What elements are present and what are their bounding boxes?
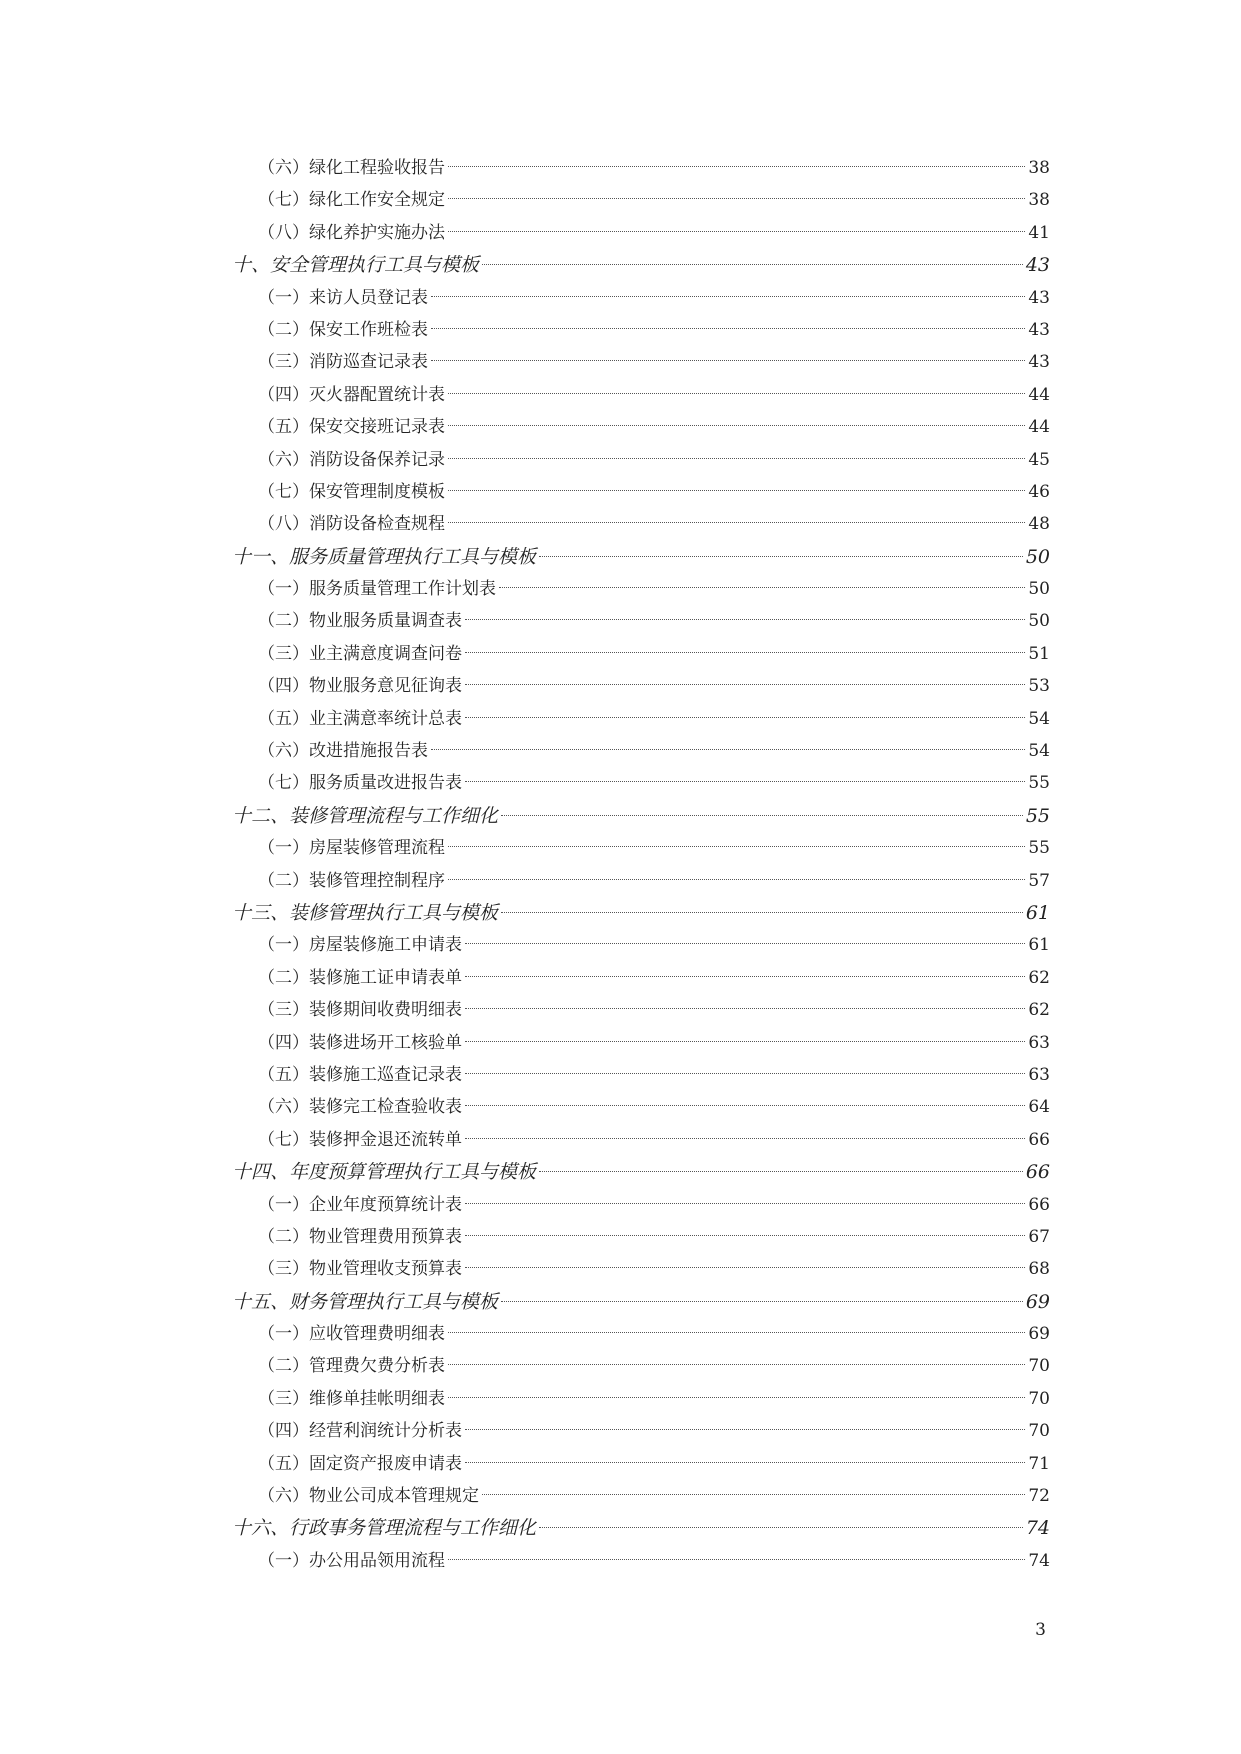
toc-entry-title: （七）保安管理制度模板 — [258, 481, 445, 502]
dot-leader — [465, 1267, 1025, 1268]
toc-section-entry[interactable] — [232, 184, 1050, 216]
toc-entry-title: （七）绿化工作安全规定 — [258, 190, 445, 211]
toc-entry-title: （二）装修施工证申请表单 — [258, 967, 462, 988]
dot-leader — [431, 328, 1025, 329]
toc-entry-title: （四）经营利润统计分析表 — [258, 1421, 462, 1442]
toc-section-entry[interactable] — [232, 1124, 1050, 1156]
toc-entry-page: 43 — [1028, 352, 1050, 373]
toc-entry-page: 68 — [1028, 1259, 1050, 1280]
toc-chapter-entry[interactable] — [232, 1512, 1050, 1544]
toc-entry-title: （一）应收管理费明细表 — [258, 1324, 445, 1345]
dot-leader — [465, 619, 1025, 620]
toc-entry-page: 50 — [1028, 579, 1050, 600]
toc-section-entry[interactable] — [232, 314, 1050, 346]
dot-leader — [448, 1332, 1025, 1333]
dot-leader — [448, 1559, 1025, 1560]
toc-section-entry[interactable] — [232, 1318, 1050, 1350]
dot-leader — [448, 425, 1025, 426]
dot-leader — [448, 1397, 1025, 1398]
dot-leader — [448, 393, 1025, 394]
toc-entry-page: 48 — [1028, 514, 1050, 535]
toc-entry-page: 72 — [1028, 1486, 1050, 1507]
dot-leader — [448, 166, 1025, 167]
toc-entry-title: （一）房屋装修施工申请表 — [258, 935, 462, 956]
toc-entry-page: 61 — [1025, 901, 1050, 924]
dot-leader — [448, 458, 1025, 459]
toc-entry-title: （六）装修完工检查验收表 — [258, 1097, 462, 1118]
toc-entry-title: 十四、年度预算管理执行工具与模板 — [232, 1161, 537, 1184]
toc-section-entry[interactable] — [232, 1027, 1050, 1059]
toc-entry-title: 十五、财务管理执行工具与模板 — [232, 1290, 499, 1313]
toc-entry-page: 63 — [1028, 1064, 1050, 1085]
toc-entry-title: 十、安全管理执行工具与模板 — [232, 254, 480, 277]
toc-entry-title: （二）管理费欠费分析表 — [258, 1356, 445, 1377]
dot-leader — [539, 1171, 1023, 1172]
toc-entry-title: （三）装修期间收费明细表 — [258, 1000, 462, 1021]
dot-leader — [465, 1235, 1025, 1236]
toc-entry-page: 38 — [1028, 190, 1050, 211]
dot-leader — [465, 781, 1025, 782]
toc-entry-page: 74 — [1025, 1517, 1050, 1540]
dot-leader — [465, 1041, 1025, 1042]
toc-entry-title: （三）消防巡查记录表 — [258, 352, 428, 373]
dot-leader — [448, 198, 1025, 199]
toc-entry-title: （六）消防设备保养记录 — [258, 449, 445, 470]
toc-entry-title: （一）服务质量管理工作计划表 — [258, 579, 496, 600]
dot-leader — [448, 522, 1025, 523]
dot-leader — [431, 296, 1025, 297]
dot-leader — [465, 1138, 1025, 1139]
toc-entry-page: 69 — [1028, 1324, 1050, 1345]
dot-leader — [448, 490, 1025, 491]
dot-leader — [448, 231, 1025, 232]
page-number: 3 — [1035, 1620, 1046, 1640]
toc-entry-page: 74 — [1028, 1550, 1050, 1571]
toc-entry-page: 67 — [1028, 1226, 1050, 1247]
toc-entry-page: 53 — [1028, 676, 1050, 697]
toc-entry-title: （五）保安交接班记录表 — [258, 417, 445, 438]
toc-section-entry[interactable] — [232, 152, 1050, 184]
toc-entry-page: 38 — [1028, 158, 1050, 178]
toc-chapter-entry[interactable] — [232, 1156, 1050, 1188]
dot-leader — [465, 1462, 1025, 1463]
dot-leader — [465, 976, 1025, 977]
toc-entry-page: 66 — [1028, 1194, 1050, 1215]
toc-chapter-entry[interactable] — [232, 897, 1050, 929]
dot-leader — [448, 1364, 1025, 1365]
toc-entry-page: 55 — [1028, 773, 1050, 794]
toc-entry-page: 57 — [1028, 870, 1050, 891]
toc-section-entry[interactable] — [232, 638, 1050, 670]
dot-leader — [482, 264, 1023, 265]
toc-entry-title: （五）业主满意率统计总表 — [258, 708, 462, 729]
toc-entry-title: （六）绿化工程验收报告 — [258, 158, 445, 178]
dot-leader — [431, 360, 1025, 361]
toc-entry-page: 43 — [1028, 319, 1050, 340]
toc-entry-page: 44 — [1028, 384, 1050, 405]
toc-entry-page: 66 — [1025, 1161, 1050, 1184]
toc-section-entry[interactable] — [232, 865, 1050, 897]
toc-entry-page: 44 — [1028, 417, 1050, 438]
toc-section-entry[interactable] — [232, 1091, 1050, 1123]
toc-entry-page: 45 — [1028, 449, 1050, 470]
toc-section-entry[interactable] — [232, 282, 1050, 314]
toc-section-entry[interactable] — [232, 217, 1050, 249]
dot-leader — [465, 1429, 1025, 1430]
toc-section-entry[interactable] — [232, 832, 1050, 864]
toc-entry-page: 50 — [1028, 611, 1050, 632]
toc-section-entry[interactable] — [232, 476, 1050, 508]
toc-entry-title: （四）灭火器配置统计表 — [258, 384, 445, 405]
toc-entry-title: （五）装修施工巡查记录表 — [258, 1064, 462, 1085]
toc-entry-page: 43 — [1025, 254, 1050, 277]
toc-entry-title: （六）物业公司成本管理规定 — [258, 1486, 479, 1507]
toc-entry-title: （四）装修进场开工核验单 — [258, 1032, 462, 1053]
dot-leader — [465, 1073, 1025, 1074]
toc-section-entry[interactable] — [232, 1383, 1050, 1415]
toc-entry-title: （一）来访人员登记表 — [258, 287, 428, 308]
toc-section-entry[interactable] — [232, 1545, 1050, 1577]
toc-entry-title: （四）物业服务意见征询表 — [258, 676, 462, 697]
toc-section-entry[interactable] — [232, 929, 1050, 961]
dot-leader — [501, 1301, 1023, 1302]
toc-entry-title: （七）装修押金退还流转单 — [258, 1129, 462, 1150]
toc-section-entry[interactable] — [232, 1221, 1050, 1253]
toc-entry-page: 63 — [1028, 1032, 1050, 1053]
toc-chapter-entry[interactable] — [232, 800, 1050, 832]
toc-entry-title: （二）物业管理费用预算表 — [258, 1226, 462, 1247]
toc-section-entry[interactable] — [232, 767, 1050, 799]
toc-section-entry[interactable] — [232, 962, 1050, 994]
toc-section-entry[interactable] — [232, 735, 1050, 767]
toc-section-entry[interactable] — [232, 605, 1050, 637]
toc-entry-page: 71 — [1028, 1453, 1050, 1474]
toc-entry-page: 70 — [1028, 1421, 1050, 1442]
toc-entry-page: 50 — [1025, 545, 1050, 568]
toc-entry-title: （三）物业管理收支预算表 — [258, 1259, 462, 1280]
toc-section-entry[interactable] — [232, 1448, 1050, 1480]
toc-entry-title: 十二、装修管理流程与工作细化 — [232, 804, 499, 827]
toc-entry-title: （八）消防设备检查规程 — [258, 514, 445, 535]
toc-section-entry[interactable] — [232, 670, 1050, 702]
dot-leader — [501, 912, 1023, 913]
dot-leader — [539, 1527, 1023, 1528]
toc-entry-title: （六）改进措施报告表 — [258, 741, 428, 762]
toc-section-entry[interactable] — [232, 994, 1050, 1026]
toc-entry-title: （八）绿化养护实施办法 — [258, 222, 445, 243]
toc-section-entry[interactable] — [232, 411, 1050, 443]
dot-leader — [431, 749, 1025, 750]
toc-entry-page: 62 — [1028, 967, 1050, 988]
toc-entry-page: 43 — [1028, 287, 1050, 308]
toc-section-entry[interactable] — [232, 1415, 1050, 1447]
dot-leader — [465, 684, 1025, 685]
toc-entry-page: 64 — [1028, 1097, 1050, 1118]
toc-section-entry[interactable] — [232, 1480, 1050, 1512]
toc-entry-title: （一）房屋装修管理流程 — [258, 838, 445, 859]
toc-section-entry[interactable] — [232, 379, 1050, 411]
toc-section-entry[interactable] — [232, 573, 1050, 605]
toc-entry-title: 十六、行政事务管理流程与工作细化 — [232, 1517, 537, 1540]
dot-leader — [465, 1105, 1025, 1106]
dot-leader — [448, 879, 1025, 880]
toc-entry-page: 55 — [1025, 804, 1050, 827]
toc-section-entry[interactable] — [232, 346, 1050, 378]
toc-entry-page: 70 — [1028, 1356, 1050, 1377]
toc-entry-page: 69 — [1025, 1290, 1050, 1313]
toc-chapter-entry[interactable] — [232, 1286, 1050, 1318]
toc-section-entry[interactable] — [232, 703, 1050, 735]
dot-leader — [465, 1203, 1025, 1204]
toc-entry-title: （二）装修管理控制程序 — [258, 870, 445, 891]
dot-leader — [465, 943, 1025, 944]
toc-entry-page: 54 — [1028, 741, 1050, 762]
dot-leader — [465, 652, 1025, 653]
toc-section-entry[interactable] — [232, 444, 1050, 476]
toc-entry-page: 62 — [1028, 1000, 1050, 1021]
toc-entry-title: 十三、装修管理执行工具与模板 — [232, 901, 499, 924]
toc-entry-title: 十一、服务质量管理执行工具与模板 — [232, 545, 537, 568]
toc-entry-page: 41 — [1028, 222, 1050, 243]
dot-leader — [465, 1008, 1025, 1009]
toc-entry-title: （三）业主满意度调查问卷 — [258, 643, 462, 664]
toc-entry-title: （二）物业服务质量调查表 — [258, 611, 462, 632]
toc-entry-title: （五）固定资产报废申请表 — [258, 1453, 462, 1474]
toc-section-entry[interactable] — [232, 1189, 1050, 1221]
toc-entry-title: （七）服务质量改进报告表 — [258, 773, 462, 794]
toc-entry-title: （一）办公用品领用流程 — [258, 1550, 445, 1571]
toc-entry-title: （二）保安工作班检表 — [258, 319, 428, 340]
dot-leader — [448, 846, 1025, 847]
toc-entry-page: 66 — [1028, 1129, 1050, 1150]
toc-entry-page: 55 — [1028, 838, 1050, 859]
dot-leader — [465, 717, 1025, 718]
toc-section-entry[interactable] — [232, 508, 1050, 540]
dot-leader — [482, 1494, 1025, 1495]
toc-entry-page: 54 — [1028, 708, 1050, 729]
toc-entry-page: 61 — [1028, 935, 1050, 956]
toc-entry-title: （三）维修单挂帐明细表 — [258, 1388, 445, 1409]
dot-leader — [539, 556, 1023, 557]
toc-entry-page: 51 — [1028, 643, 1050, 664]
toc-section-entry[interactable] — [232, 1059, 1050, 1091]
toc-entry-title: （一）企业年度预算统计表 — [258, 1194, 462, 1215]
toc-entry-page: 70 — [1028, 1388, 1050, 1409]
dot-leader — [501, 815, 1023, 816]
table-of-contents — [232, 152, 1050, 1577]
toc-chapter-entry[interactable] — [232, 541, 1050, 573]
toc-section-entry[interactable] — [232, 1350, 1050, 1382]
toc-entry-page: 46 — [1028, 481, 1050, 502]
toc-chapter-entry[interactable] — [232, 249, 1050, 281]
dot-leader — [499, 587, 1025, 588]
toc-section-entry[interactable] — [232, 1253, 1050, 1285]
